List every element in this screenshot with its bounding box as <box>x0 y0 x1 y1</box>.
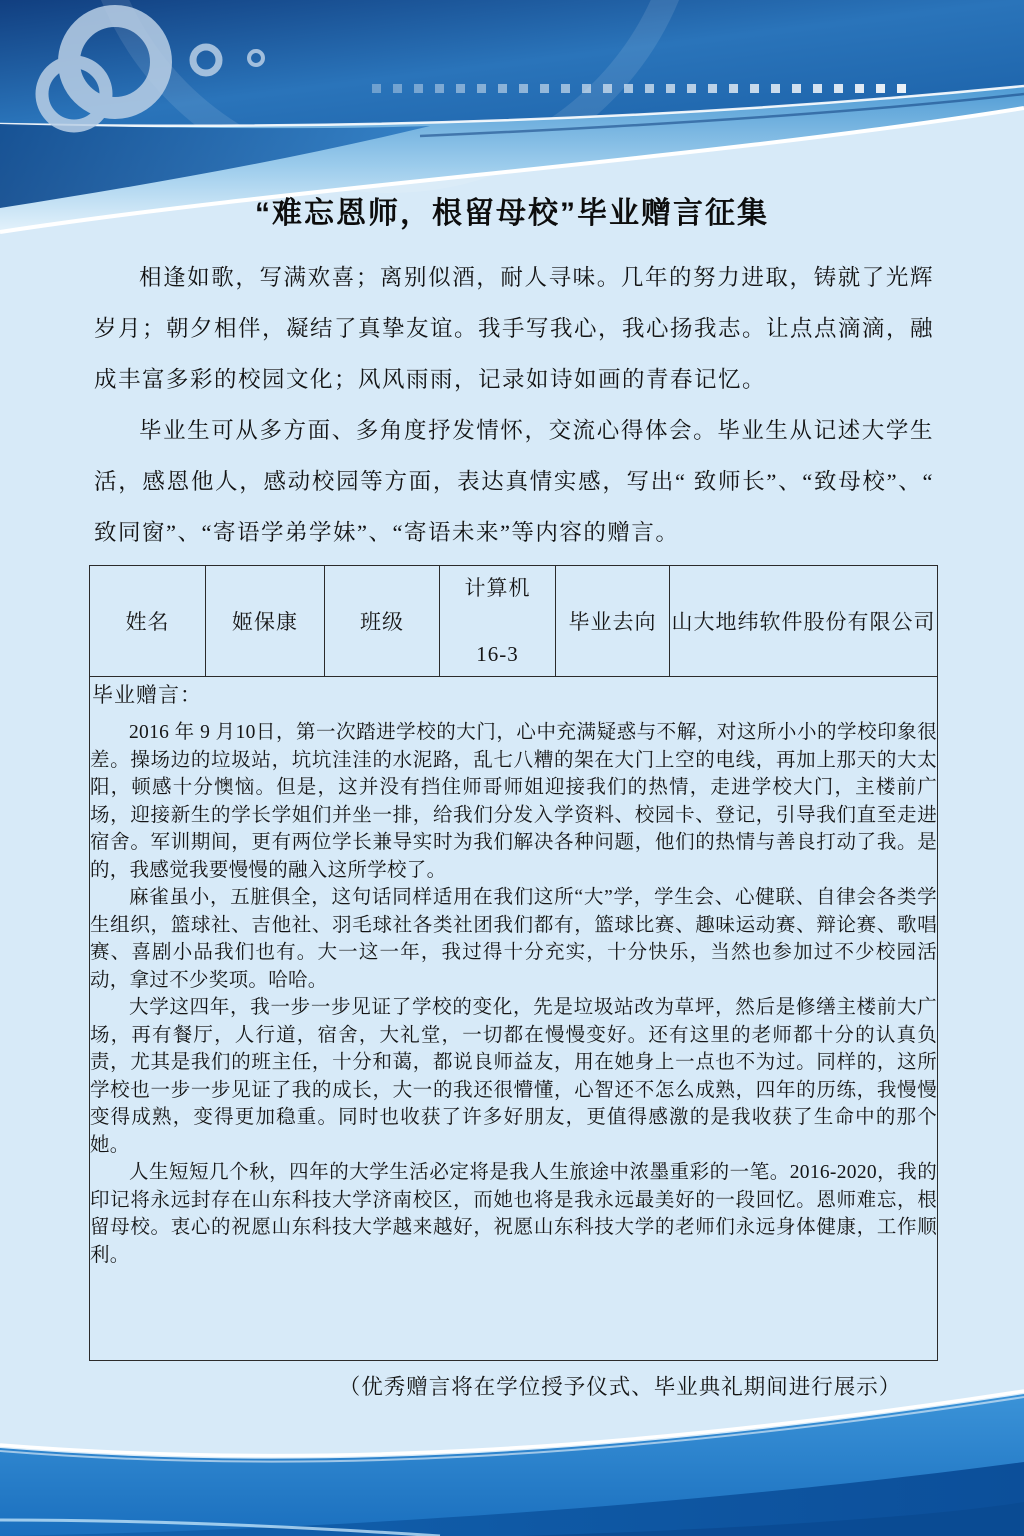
name-label-cell: 姓名 <box>90 566 206 677</box>
message-label: 毕业赠言： <box>92 683 202 707</box>
bottom-banner-decoration <box>0 1336 1024 1536</box>
paragraph: 人生短短几个秋，四年的大学生活必定将是我人生旅途中浓墨重彩的一笔。2016-2020，我的印记将永远封存在山东科技大学济南校区，而她也将是我永远最美好的一段回忆。恩师难忘，根留母校。衷心的祝愿山东科技大学越来越好，祝愿山东科技大学的老师们永远身体健康，工作顺利。 <box>90 1162 937 1266</box>
class-value-cell <box>440 566 556 677</box>
page-title: “难忘恩师，根留母校”毕业赠言征集 <box>255 197 769 230</box>
paragraph: 2016 年 9 月10日，第一次踏进学校的大门，心中充满疑惑与不解，对这所小小的学校印象很差。操场边的垃圾站，坑坑洼洼的水泥路，乱七八糟的架在大门上空的电线，再加上那天的大太阳，顿感十分懊恼。但是，这并没有挡住师哥师姐迎接我们的热情，走进学校大门，主楼前广场，迎接新生的学长学姐们并坐一排，给我们分发入学资料、校园卡、登记，引导我们直至走进宿舍。军训期间，更有两位学长兼导实时为我们解决各种问题，他们的热情与善良打动了我。是的，我感觉我要慢慢的融入这所学校了。 <box>90 722 937 881</box>
class-value-spacer <box>440 610 555 632</box>
destination-value-cell: 山大地纬软件股份有限公司 <box>670 566 938 677</box>
paragraph: 毕业生可从多方面、多角度抒发情怀，交流心得体会。毕业生从记述大学生活，感恩他人，感动校园等方面，表达真情实感，写出“ 致师长”、“致母校”、“ 致同窗”、“寄语学弟学妹”、“寄语未来”等内容的赠言。 <box>94 418 934 545</box>
name-value-cell: 姬保康 <box>206 566 325 677</box>
paragraph: 麻雀虽小，五脏俱全，这句话同样适用在我们这所“大”学，学生会、心健联、自律会各类学生组织，篮球社、吉他社、羽毛球社各类社团我们都有，篮球比赛、趣味运动赛、辩论赛、歌唱赛、喜剧小品我们也有。大一这一年，我过得十分充实，十分快乐，当然也参加过不少校园活动，拿过不少奖项。哈哈。 <box>90 887 937 991</box>
message-cell <box>90 677 938 1361</box>
intro-text <box>94 252 934 558</box>
dashed-squares-decoration <box>372 84 918 93</box>
paragraph: 大学这四年，我一步一步见证了学校的变化，先是垃圾站改为草坪，然后是修缮主楼前大广场，再有餐厅，人行道，宿舍，大礼堂，一切都在慢慢变好。还有这里的老师都十分的认真负责，尤其是我们的班主任，十分和蔼，都说良师益友，用在她身上一点也不为过。同样的，这所学校也一步一步见证了我的成长，大一的我还很懵懂，心智还不怎么成熟，四年的历练，我慢慢变得成熟，变得更加稳重。同时也收获了许多好朋友，更值得感激的是我收获了生命中的那个她。 <box>90 997 937 1156</box>
graduation-form-table <box>89 565 938 1361</box>
paragraph: 相逢如歌，写满欢喜；离别似酒，耐人寻味。几年的努力进取，铸就了光辉岁月；朝夕相伴，凝结了真挚友谊。我手写我心，我心扬我志。让点点滴滴，融成丰富多彩的校园文化；风风雨雨，记录如诗如画的青春记忆。 <box>94 265 935 392</box>
class-label-cell: 班级 <box>325 566 440 677</box>
class-value-line2: 16-3 <box>476 642 519 666</box>
message-body <box>90 719 937 1269</box>
destination-label-cell: 毕业去向 <box>556 566 670 677</box>
footer-note: （优秀赠言将在学位授予仪式、毕业典礼期间进行展示） <box>338 1375 902 1399</box>
class-value-line1: 计算机 <box>464 576 531 600</box>
